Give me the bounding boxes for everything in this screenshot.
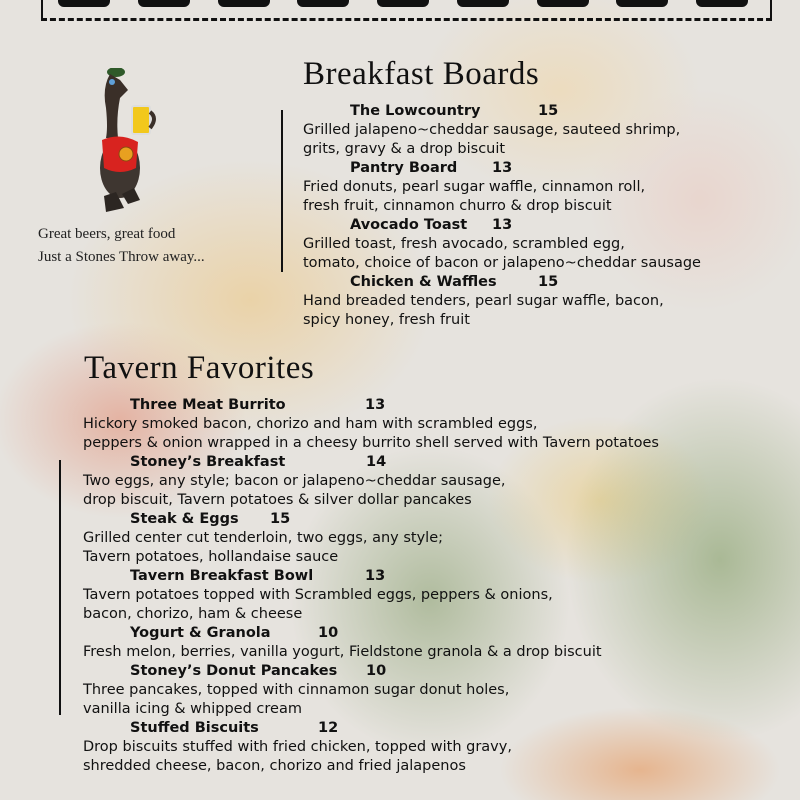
tagline-2: Just a Stones Throw away... [38,249,205,265]
menu-item [303,216,701,273]
item-description: Tavern potatoes topped with Scrambled eggs, peppers & onions, [83,587,553,603]
item-description: tomato, choice of bacon or jalapeno~cheddar sausage [303,255,701,271]
item-name: Steak & Eggs [130,511,239,527]
item-price: 12 [318,720,339,736]
item-price: 13 [492,160,513,176]
menu-item [303,102,701,159]
breakfast-items [303,102,701,330]
item-description: bacon, chorizo, ham & cheese [83,606,303,622]
item-description: Hand breaded tenders, pearl sugar waffle, bacon, [303,293,664,309]
menu-item [83,662,659,719]
item-description: grits, gravy & a drop biscuit [303,141,506,157]
item-name: The Lowcountry [350,103,481,119]
item-price: 15 [538,274,559,290]
item-price: 15 [270,511,291,527]
item-description: Fresh melon, berries, vanilla yogurt, Fieldstone granola & a drop biscuit [83,644,602,660]
item-description: fresh fruit, cinnamon churro & drop biscuit [303,198,612,214]
item-description: Two eggs, any style; bacon or jalapeno~cheddar sausage, [83,473,506,489]
item-description: vanilla icing & whipped cream [83,701,302,717]
menu-item [83,719,659,776]
section-divider [281,110,283,272]
item-name: Pantry Board [350,160,458,176]
item-description: Drop biscuits stuffed with fried chicken, topped with gravy, [83,739,512,755]
goose-mascot-logo [88,68,168,216]
item-name: Avocado Toast [350,217,468,233]
item-price: 13 [492,217,513,233]
item-description: Three pancakes, topped with cinnamon sugar donut holes, [83,682,510,698]
item-description: Grilled toast, fresh avocado, scrambled egg, [303,236,625,252]
menu-item [303,273,701,330]
menu-item [83,624,659,662]
menu-item [83,453,659,510]
item-description: Fried donuts, pearl sugar waffle, cinnamon roll, [303,179,646,195]
cropped-title-lettering [58,0,748,8]
menu-item [83,396,659,453]
item-description: shredded cheese, bacon, chorizo and fried jalapenos [83,758,466,774]
item-price: 14 [366,454,387,470]
menu-item [83,510,659,567]
item-price: 13 [365,397,386,413]
menu-item [303,159,701,216]
item-description: Hickory smoked bacon, chorizo and ham with scrambled eggs, [83,416,538,432]
item-name: Yogurt & Granola [130,625,271,641]
item-description: Grilled center cut tenderloin, two eggs, any style; [83,530,444,546]
item-price: 15 [538,103,559,119]
item-name: Three Meat Burrito [130,397,286,413]
item-price: 13 [365,568,386,584]
item-name: Stuffed Biscuits [130,720,259,736]
item-price: 10 [366,663,387,679]
tavern-items [83,396,659,776]
breakfast-boards-heading: Breakfast Boards [303,56,540,92]
section-divider [59,460,61,715]
tagline-1: Great beers, great food [38,226,176,242]
menu-item [83,567,659,624]
item-description: Grilled jalapeno~cheddar sausage, sauteed shrimp, [303,122,681,138]
item-name: Chicken & Waffles [350,274,497,290]
item-name: Stoney’s Donut Pancakes [130,663,338,679]
item-description: Tavern potatoes, hollandaise sauce [83,549,339,565]
item-name: Stoney’s Breakfast [130,454,286,470]
item-description: spicy honey, fresh fruit [303,312,470,328]
tavern-favorites-heading: Tavern Favorites [84,350,315,386]
item-price: 10 [318,625,339,641]
item-description: peppers & onion wrapped in a cheesy burrito shell served with Tavern potatoes [83,435,659,451]
item-name: Tavern Breakfast Bowl [130,568,314,584]
item-description: drop biscuit, Tavern potatoes & silver dollar pancakes [83,492,472,508]
